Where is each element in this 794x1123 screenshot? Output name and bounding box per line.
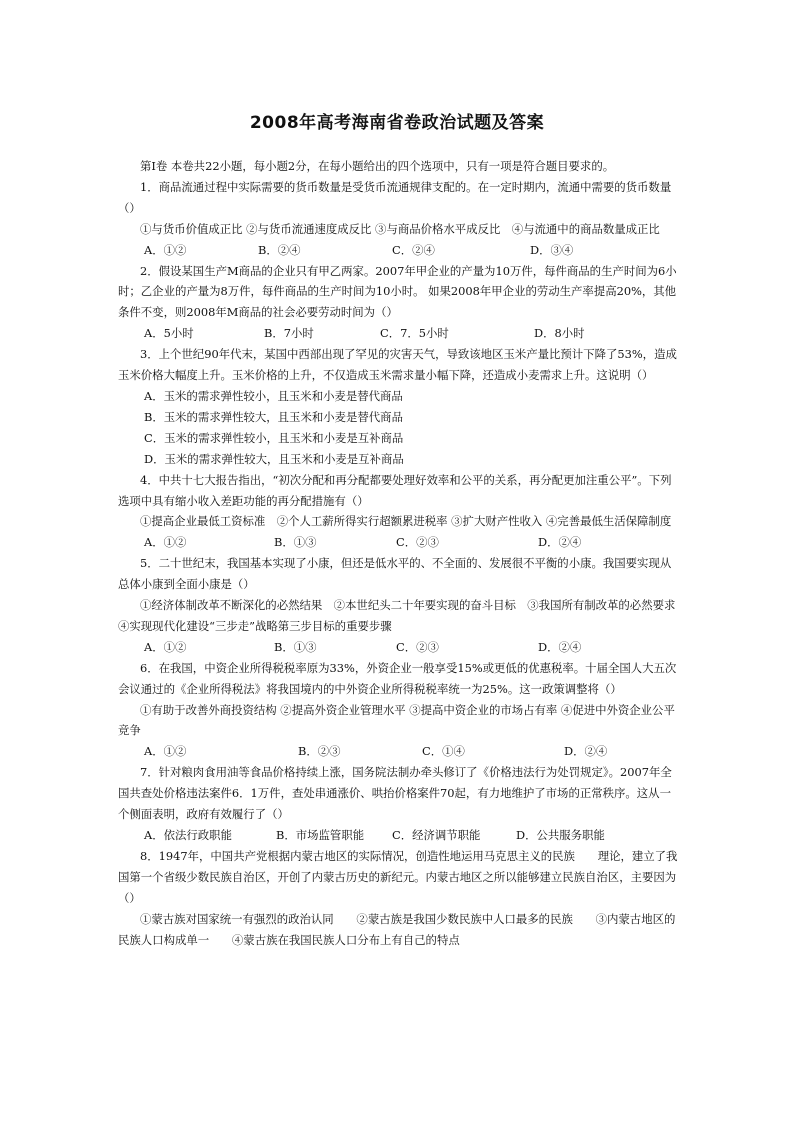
option-b: B．②④ bbox=[258, 242, 301, 257]
document-body bbox=[118, 156, 687, 950]
option-c: C．②③ bbox=[396, 639, 439, 654]
option-b: B．7小时 bbox=[264, 326, 314, 341]
question-5-options bbox=[118, 637, 678, 658]
option-c: C．玉米的需求弹性较小，且玉米和小麦是互补商品 bbox=[144, 430, 404, 445]
option-c: C．经济调节职能 bbox=[392, 828, 481, 842]
document-title: 2008年高考海南省卷政治试题及答案 bbox=[249, 113, 545, 133]
option-a: A．依法行政职能 bbox=[144, 828, 232, 842]
question-4-options bbox=[118, 532, 678, 553]
option-a: A．①② bbox=[144, 639, 187, 654]
option-a: A．①② bbox=[144, 242, 187, 257]
option-c: C．②④ bbox=[392, 242, 435, 257]
option-d: D．8小时 bbox=[534, 326, 585, 341]
question-7-stem: 7．针对粮肉食用油等食品价格持续上涨，国务院法制办牵头修订了《价格违法行为处罚规定》。2007年全国共查处价格违法案件6．1万件，查处串通涨价、哄抬价格案件70起，有力地维护了市场的正常秩序。这从一个侧面表明，政府有效履行了（） bbox=[118, 765, 672, 822]
question-1-options bbox=[118, 240, 678, 261]
question-2-options bbox=[118, 323, 678, 344]
option-d: D．③④ bbox=[530, 242, 574, 257]
option-b: B．①③ bbox=[274, 535, 317, 550]
option-d: D．②④ bbox=[564, 744, 608, 759]
option-a: A．玉米的需求弹性较小，且玉米和小麦是替代商品 bbox=[144, 388, 403, 403]
option-c: C．①④ bbox=[422, 744, 465, 759]
question-5-stem: 5．二十世纪末，我国基本实现了小康，但还是低水平的、不全面的、发展很不平衡的小康。我国要实现从总体小康到全面小康是（） bbox=[118, 556, 672, 592]
question-2-stem: 2．假设某国生产M商品的企业只有甲乙两家。2007年甲企业的产量为10万件，每件商品的生产时间为6小时；乙企业的产量为8万件，每件商品的生产时间为10小时。 如果2008年甲企业的劳动生产率提高20%，其他条件不变，则2008年M商品的社会必要劳动时间为（） bbox=[118, 263, 677, 320]
question-6-items: ①有助于改善外商投资结构 ②提高外资企业管理水平 ③提高中资企业的市场占有率 ④促进中外资企业公平竞争 bbox=[118, 702, 675, 738]
option-d: D．②④ bbox=[538, 639, 582, 654]
option-c: C．②③ bbox=[396, 535, 439, 550]
option-b: B．玉米的需求弹性较大，且玉米和小麦是替代商品 bbox=[144, 409, 403, 424]
option-d: D．公共服务职能 bbox=[516, 828, 605, 842]
question-4-items: ①提高企业最低工资标准 ②个人工薪所得实行超额累进税率 ③扩大财产性收入 ④完善最低生活保障制度 bbox=[140, 514, 672, 529]
option-b: B．市场监管职能 bbox=[276, 828, 365, 842]
question-1-stem: 1．商品流通过程中实际需要的货币数量是受货币流通规律支配的。在一定时期内，流通中需要的货币数量（） bbox=[118, 179, 672, 215]
option-b: B．①③ bbox=[274, 639, 317, 654]
question-4-stem: 4．中共十七大报告指出，“初次分配和再分配都要处理好效率和公平的关系，再分配更加注重公平”。下列选项中具有缩小收入差距功能的再分配措施有（） bbox=[118, 472, 672, 508]
question-8-stem: 8．1947年，中国共产党根据内蒙古地区的实际情况，创造性地运用马克思主义的民族 理论，建立了我国第一个省级少数民族自治区，开创了内蒙古历史的新纪元。内蒙古地区之所以能够建立民族自治区，主要因为（） bbox=[118, 848, 678, 905]
option-c: C．7．5小时 bbox=[380, 326, 449, 341]
option-a: A．5小时 bbox=[144, 326, 194, 341]
section-intro: 第Ⅰ卷 本卷共22小题，每小题2分，在每小题给出的四个选项中，只有一项是符合题目要求的。 bbox=[140, 159, 615, 173]
option-d: D．玉米的需求弹性较大，且玉米和小麦是互补商品 bbox=[144, 451, 404, 466]
option-a: A．①② bbox=[144, 535, 187, 550]
question-3-stem: 3．上个世纪90年代末，某国中西部出现了罕见的灾害天气，导致该地区玉米产量比预计下降了53%，造成玉米价格大幅度上升。玉米价格的上升，不仅造成玉米需求量小幅下降，还造成小麦需求上升。这说明（） bbox=[118, 347, 677, 383]
question-7-options bbox=[118, 825, 678, 846]
option-b: B．②③ bbox=[298, 744, 341, 759]
option-a: A．①② bbox=[144, 744, 187, 759]
question-6-stem: 6．在我国，中资企业所得税税率原为33%，外资企业一般享受15%或更低的优惠税率。十届全国人大五次会议通过的《企业所得税法》将我国境内的中外资企业所得税税率统一为25%。这一政策调整将（） bbox=[118, 660, 677, 696]
question-5-items: ①经济体制改革不断深化的必然结果 ②本世纪头二十年要实现的奋斗目标 ③我国所有制改革的必然要求 ④实现现代化建设“三步走”战略第三步目标的重要步骤 bbox=[118, 598, 687, 633]
option-d: D．②④ bbox=[538, 535, 582, 550]
question-8-items: ①蒙古族对国家统一有强烈的政治认同 ②蒙古族是我国少数民族中人口最多的民族 ③内蒙古地区的民族人口构成单一 ④蒙古族在我国民族人口分布上有自己的特点 bbox=[118, 911, 676, 947]
question-6-options bbox=[118, 741, 678, 762]
question-1-items: ①与货币价值成正比 ②与货币流通速度成反比 ③与商品价格水平成反比 ④与流通中的商品数量成正比 bbox=[140, 221, 660, 236]
